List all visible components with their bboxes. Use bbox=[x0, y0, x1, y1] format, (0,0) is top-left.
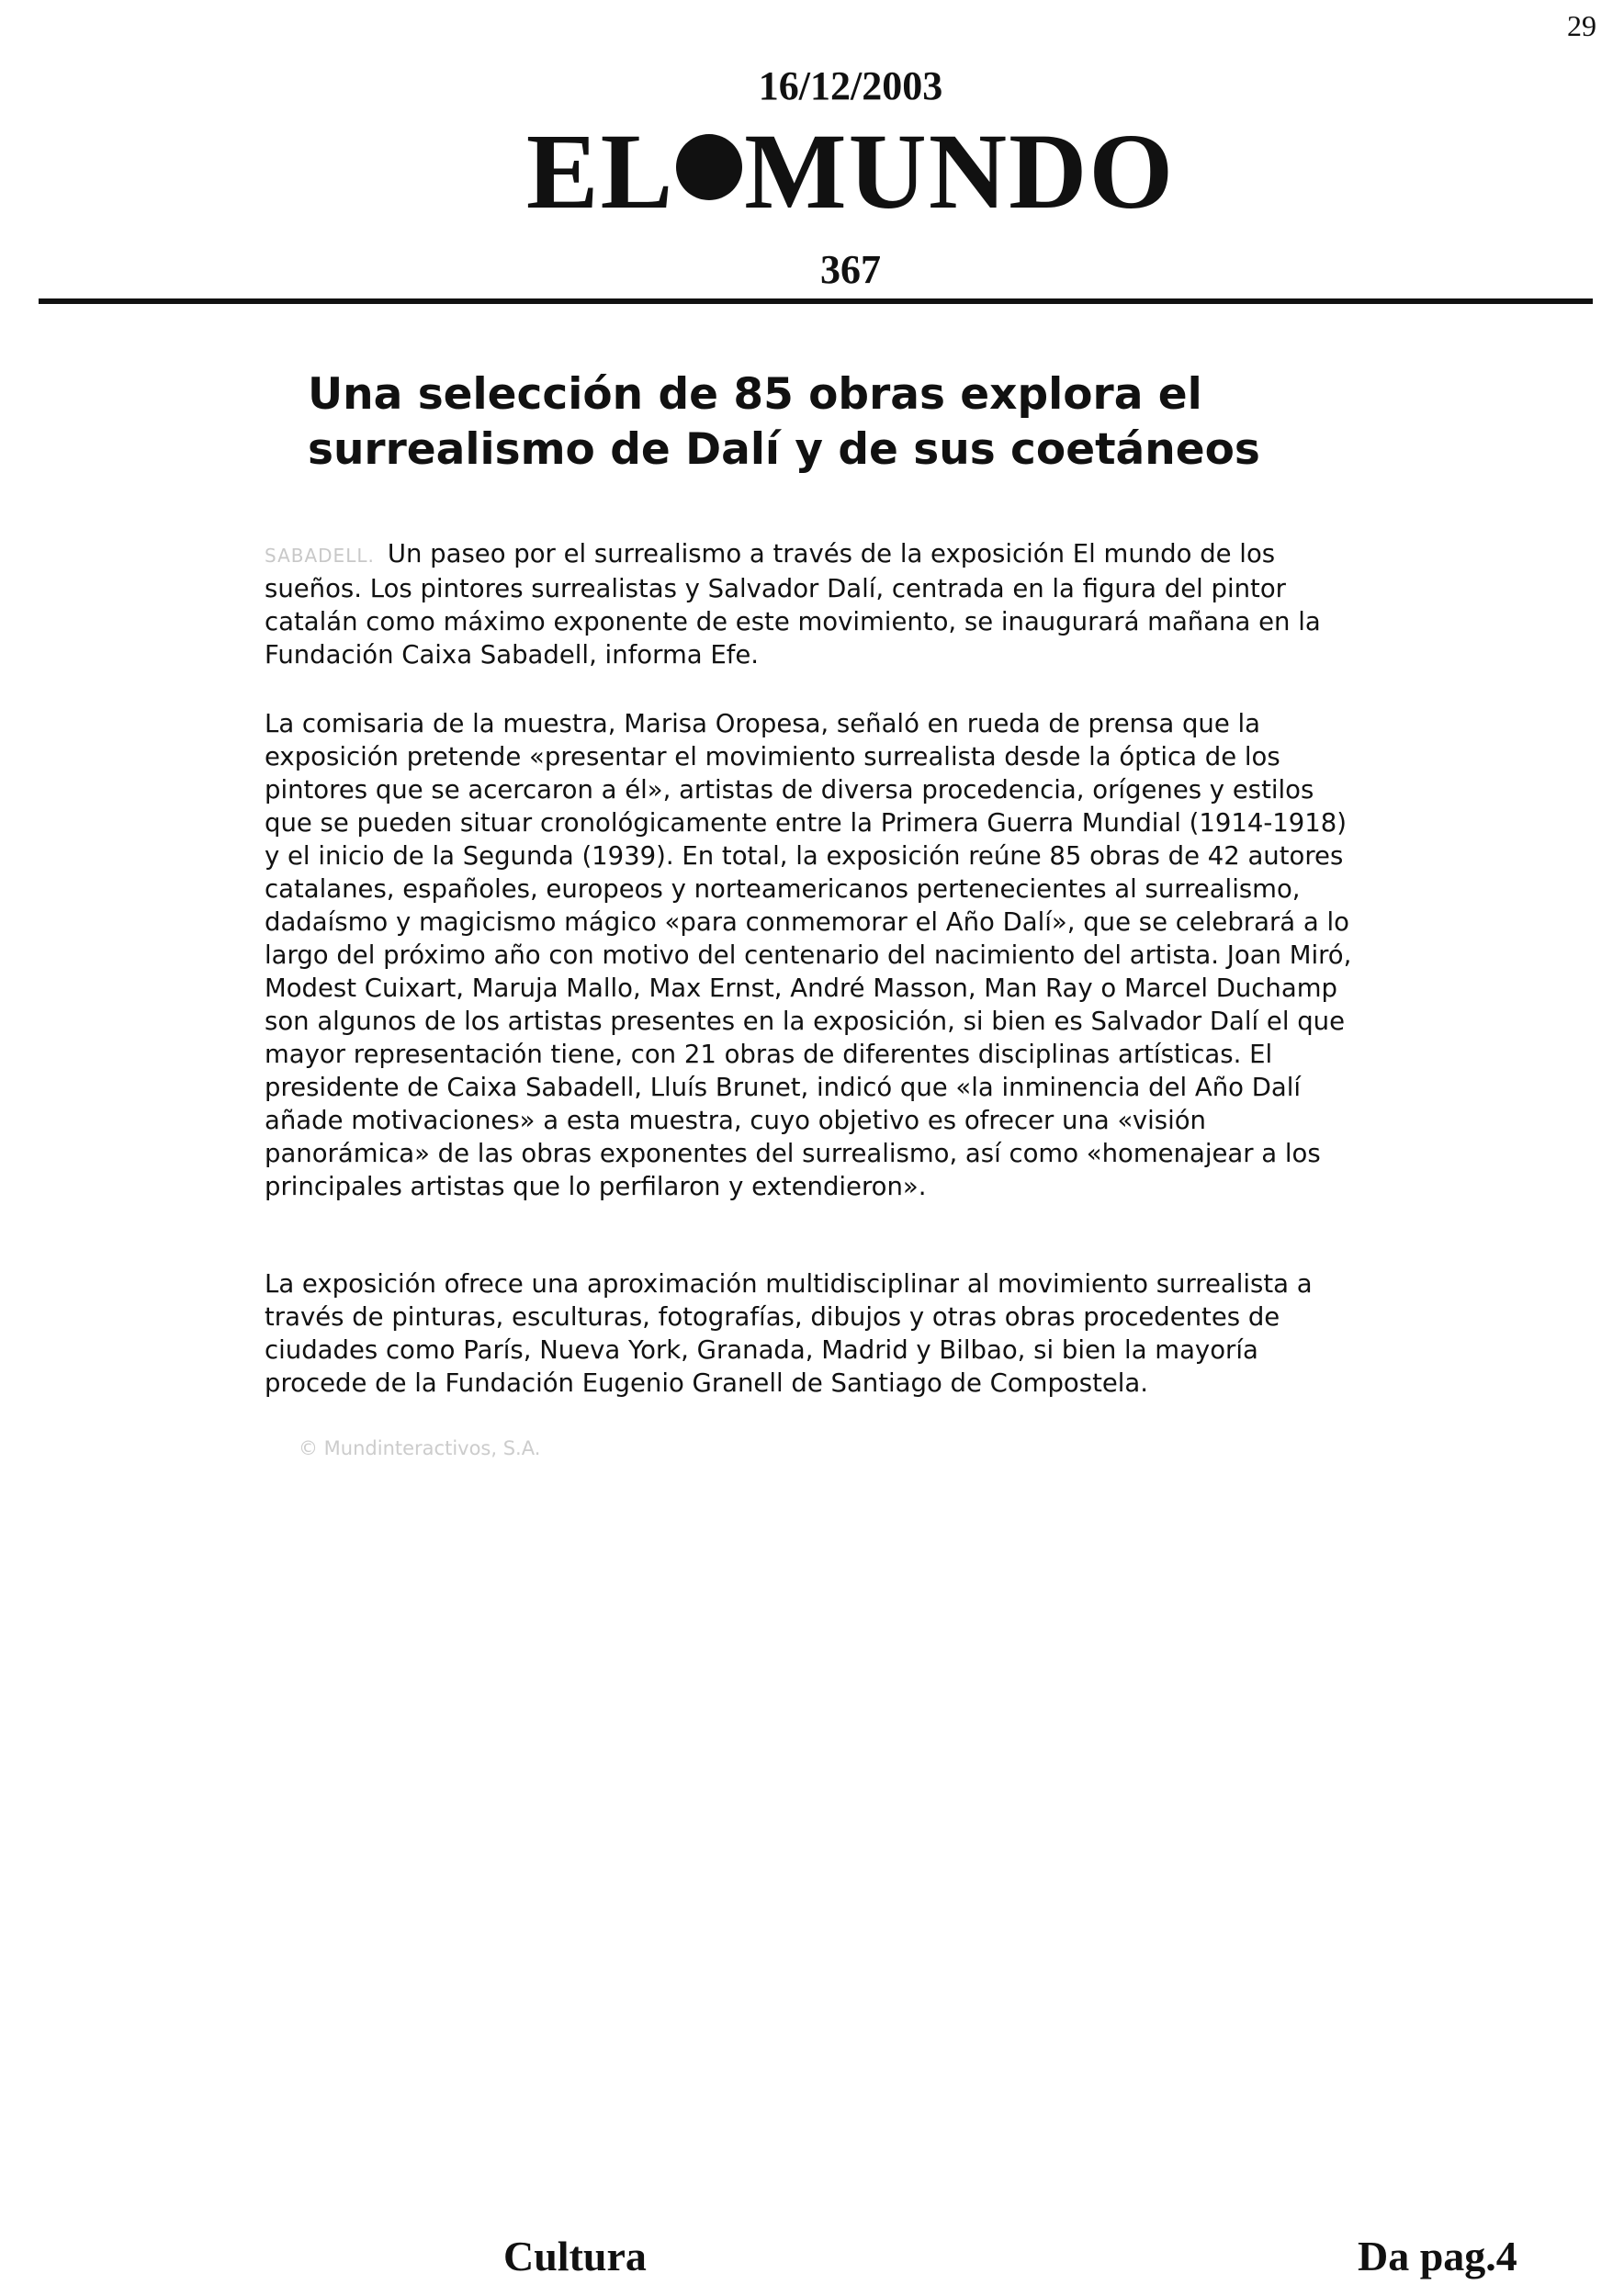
masthead-right: MUNDO bbox=[744, 111, 1176, 231]
header-divider bbox=[39, 298, 1593, 304]
lead-text: Un paseo por el surrealismo a través de la exposición El mundo de los sueños. Los pintores surrealistas y Salvador Dalí, centrada en la figura del pintor catalán como máximo exponente de este movimiento, se inaugurará mañana en la Fundación Caixa Sabadell, informa Efe. bbox=[265, 539, 1321, 670]
article-byline: SABADELL. bbox=[265, 545, 375, 567]
source-page: Da pag.4 bbox=[1358, 2233, 1517, 2279]
newspaper-masthead bbox=[0, 111, 1624, 231]
article-headline: Una selección de 85 obras explora el surrealismo de Dalí y de sus coetáneos bbox=[308, 369, 1260, 475]
section-label: Cultura bbox=[503, 2233, 647, 2279]
article-lead bbox=[265, 537, 1367, 671]
issue-number: 367 bbox=[820, 247, 881, 292]
page-number: 29 bbox=[1567, 9, 1596, 42]
article-paragraph: La exposición ofrece una aproximación multidisciplinar al movimiento surrealista a través de pinturas, esculturas, fotografías, dibujos y otras obras procedentes de ciudades como París, Nueva York, Granada, Madrid y Bilbao, si bien la mayoría procede de la Fundación Eugenio Granell de Santiago de Compostela. bbox=[265, 1269, 1313, 1398]
publication-date: 16/12/2003 bbox=[758, 63, 943, 108]
article-paragraph: La comisaria de la muestra, Marisa Oropesa, señaló en rueda de prensa que la exposición pretende «presentar el movimiento surrealista desde la óptica de los pintores que se acercaron a él», artistas de diversa procedencia, orígenes y estilos que se pueden situar cronológicamente entre la Primera Guerra Mundial (1914-1918) y el inicio de la Segunda (1939). En total, la exposición reúne 85 obras de 42 autores catalanes, españoles, europeos y norteamericanos pertenecientes al surrealismo, dadaísmo y magicismo mágico «para conmemorar el Año Dalí», que se celebrará a lo largo del próximo año con motivo del centenario del nacimiento del artista. Joan Miró, Modest Cuixart, Maruja Mallo, Max Ernst, André Masson, Man Ray o Marcel Duchamp son algunos de los artistas presentes en la exposición, si bien es Salvador Dalí el que mayor representación tiene, con 21 obras de diferentes disciplinas artísticas. El presidente de Caixa Sabadell, Lluís Brunet, indicó que «la inminencia del Año Dalí añade motivaciones» a esta muestra, cuyo objetivo es ofrecer una «visión panorámica» de las obras exponentes del surrealismo, así como «homenajear a los principales artistas que lo perfilaron y extendieron». bbox=[265, 709, 1352, 1201]
copyright-note: © Mundinteractivos, S.A. bbox=[299, 1437, 541, 1459]
masthead-left: EL bbox=[525, 111, 675, 231]
globe-icon bbox=[676, 134, 742, 200]
